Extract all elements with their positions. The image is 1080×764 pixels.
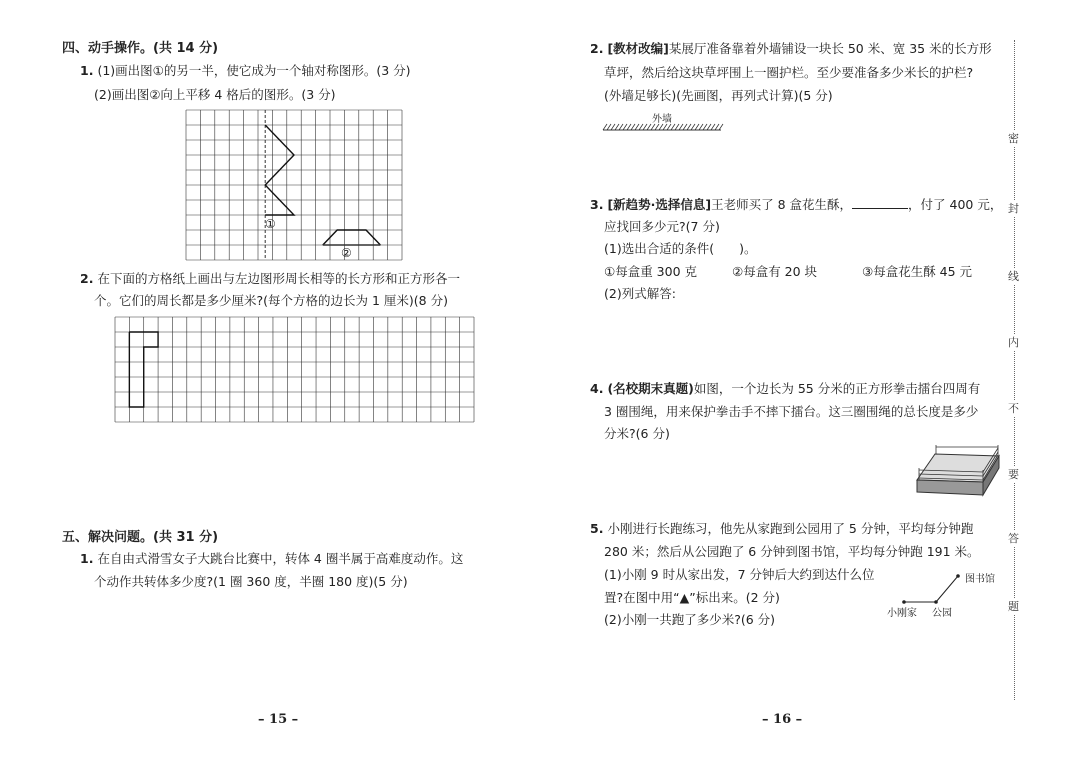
r-q5-line1 [590,520,973,537]
q1-part1-text: (1)画出图①的另一半，使它成为一个轴对称图形。(3 分) [97,63,411,78]
figure-2-label: ② [341,246,352,260]
margin-char-5: 不 [1008,402,1019,415]
r-q3-sub1: (1)选出合适的条件( )。 [604,241,757,256]
q1-part1 [80,62,411,79]
answer-blank[interactable] [852,196,908,209]
q1-part2: (2)画出图②向上平移 4 格后的图形。(3 分) [94,87,336,102]
r-q5-line1-text: 小刚进行长跑练习，他先从家跑到公园用了 5 分钟，平均每分钟跑 [607,521,974,536]
r-q5-sub2: (2)小刚一共跑了多少米?(6 分) [604,612,776,627]
grid-paper-2[interactable] [115,317,474,422]
margin-char-3: 线 [1008,270,1019,283]
section-4-title: 四、动手操作。(共 14 分) [62,41,219,56]
page-number-16: – 16 – [762,712,803,727]
r-q2-number: 2. [590,41,604,56]
r-q3-sub2: (2)列式解答: [604,286,676,301]
r-q3-line1b: ，付了 400 元， [908,197,1003,212]
q2-line1 [80,270,460,287]
problem1-line1 [80,550,463,567]
r-q4-line1-text: 如图，一个边长为 55 分米的正方形拳击擂台四周有 [693,381,981,396]
margin-char-8: 题 [1008,600,1019,613]
r-q3-tag: [新趋势·选择信息] [607,197,712,212]
r-q5-number: 5. [590,521,604,536]
r-q3-option-1: ①每盒重 300 克 [604,264,698,279]
q2-line2: 个。它们的周长都是多少厘米?(每个方格的边长为 1 厘米)(8 分) [94,293,448,308]
q1-number: 1. [80,63,94,78]
section-5-title: 五、解决问题。(共 31 分) [62,530,219,545]
r-q4-line1 [590,380,980,397]
wall-hatch-icon [603,122,723,132]
r-q3-line1 [590,196,1002,213]
r-q2-tag: [教材改编] [607,41,669,56]
r-q2-line3: (外墙足够长)(先画图，再列式计算)(5 分) [604,88,833,103]
q2-line1-text: 在下面的方格纸上画出与左边图形周长相等的长方形和正方形各一 [97,271,460,286]
r-q5-line2: 280 米；然后从公园跑了 6 分钟到图书馆，平均每分钟跑 191 米。 [604,544,980,559]
margin-char-2: 封 [1008,202,1019,215]
r-q3-line2: 应找回多少元?(7 分) [604,219,720,234]
r-q4-tag: (名校期末真题) [607,381,694,396]
figure-1-label: ① [265,217,276,231]
r-q3-line1a: 王老师买了 8 盒花生酥， [711,197,853,212]
r-q2-line2: 草坪，然后给这块草坪围上一圈护栏。至少要准备多少米长的护栏? [604,65,974,80]
r-q4-line2: 3 圈围绳，用来保护拳击手不摔下擂台。这三圈围绳的总长度是多少 [604,404,979,419]
r-q4-line3: 分米?(6 分) [604,426,670,441]
r-q3-number: 3. [590,197,604,212]
r-q3-option-3: ③每盒花生酥 45 元 [862,264,973,279]
r-q4-number: 4. [590,381,604,396]
margin-char-7: 答 [1008,532,1019,545]
q2-number: 2. [80,271,94,286]
map-park-label: 公园 [932,608,952,619]
boxing-ring-icon [913,440,1003,498]
problem1-line1-text: 在自由式滑雪女子大跳台比赛中，转体 4 圈半属于高难度动作。这 [97,551,464,566]
r-q2-line1-text: 某展厅准备靠着外墙铺设一块长 50 米、宽 35 米的长方形 [668,41,992,56]
r-q5-sub1a: (1)小刚 9 时从家出发，7 分钟后大约到达什么位 [604,567,875,582]
r-q3-option-2: ②每盒有 20 块 [732,264,818,279]
r-q5-sub1b: 置?在图中用“▲”标出来。(2 分) [604,590,780,605]
wall-label: 外墙 [652,114,672,125]
page-number-15: – 15 – [258,712,299,727]
route-map[interactable] [898,570,968,604]
map-home-label: 小刚家 [887,608,917,619]
problem1-line2: 个动作共转体多少度?(1 圈 360 度，半圈 180 度)(5 分) [94,574,408,589]
map-library-label: 图书馆 [965,574,995,585]
r-q2-line1 [590,40,992,57]
margin-char-6: 要 [1008,468,1019,481]
grid-figure-1[interactable] [186,110,402,262]
margin-char-4: 内 [1008,336,1019,349]
margin-char-1: 密 [1008,132,1019,145]
problem1-number: 1. [80,551,94,566]
